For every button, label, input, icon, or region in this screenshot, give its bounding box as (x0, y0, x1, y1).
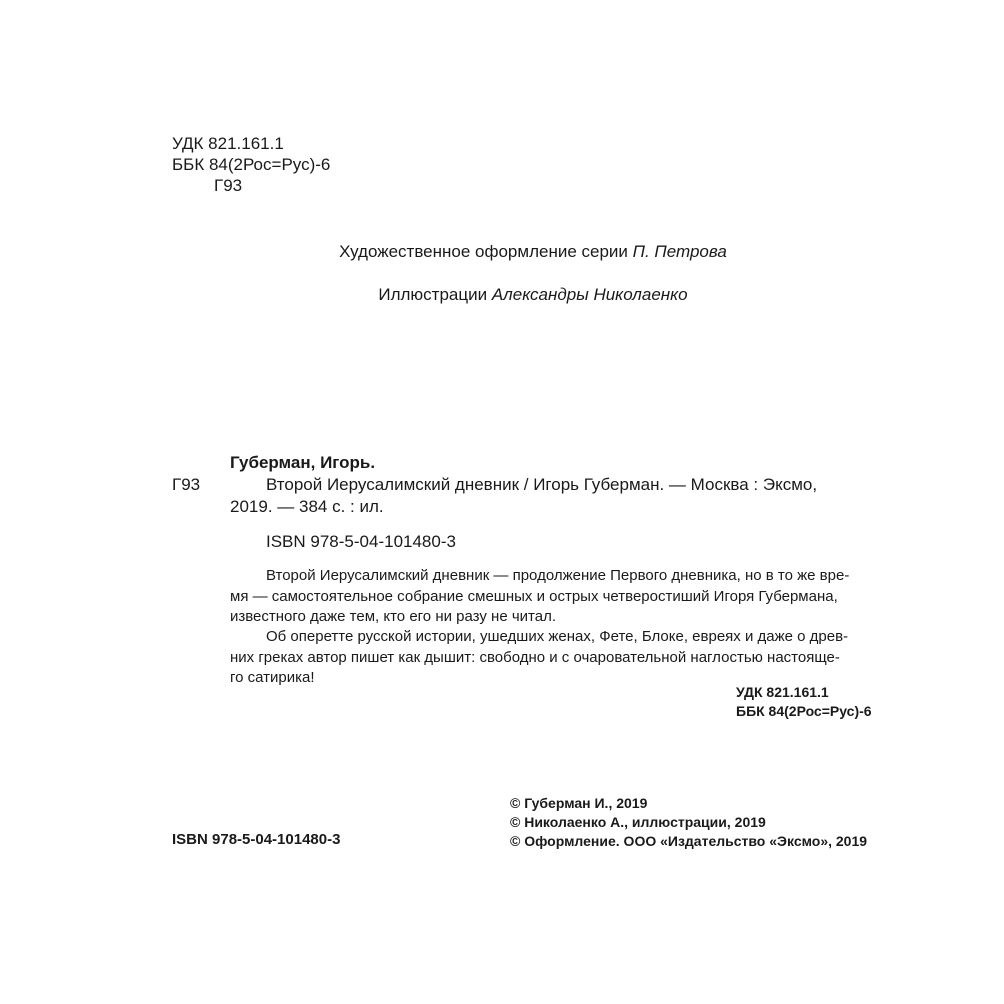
annotation-line: них греках автор пишет как дышит: свободно и с очаровательной наглостью настояще- (230, 649, 840, 666)
catalog-author-mark: Г93 (172, 475, 201, 494)
copyright-line: © Губерман И., 2019 (510, 795, 648, 811)
annotation-line: Второй Иерусалимский дневник — продолжение Первого дневника, но в то же вре- (266, 567, 850, 584)
catalog-author: Губерман, Игорь. (230, 453, 376, 472)
annotation-line: Об оперетте русской истории, ушедших женах, Фете, Блоке, евреях и даже о древ- (266, 628, 849, 645)
catalog-line-2: 2019. — 384 с. : ил. (230, 497, 384, 516)
illustrations-credit-label: Иллюстрации (378, 285, 488, 304)
illustrations-credit (0, 285, 1004, 305)
isbn-bottom: ISBN 978-5-04-101480-3 (172, 831, 341, 848)
design-credit (0, 242, 1004, 262)
bbk-bottom: ББК 84(2Рос=Рус)-6 (736, 703, 872, 719)
annotation-line: го сатирика! (230, 669, 315, 686)
illustrations-credit-name: Александры Николаенко (491, 285, 688, 304)
design-credit-name: П. Петрова (632, 242, 727, 261)
copyright-line: © Николаенко А., иллюстрации, 2019 (510, 814, 766, 830)
design-credit-label: Художественное оформление серии (339, 242, 628, 261)
bbk-top: ББК 84(2Рос=Рус)-6 (172, 155, 331, 174)
copyright-line: © Оформление. ООО «Издательство «Эксмо», 2019 (510, 833, 868, 849)
annotation-line: мя — самостоятельное собрание смешных и острых четверостиший Игоря Губермана, (230, 588, 838, 605)
catalog-isbn: ISBN 978-5-04-101480-3 (266, 532, 456, 551)
annotation-line: известного даже тем, кто его ни разу не читал. (230, 608, 556, 625)
catalog-line-1: Второй Иерусалимский дневник / Игорь Губерман. — Москва : Эксмо, (266, 475, 818, 494)
udk-top: УДК 821.161.1 (172, 134, 284, 153)
author-mark-top: Г93 (214, 176, 243, 195)
udk-bottom: УДК 821.161.1 (736, 684, 829, 700)
